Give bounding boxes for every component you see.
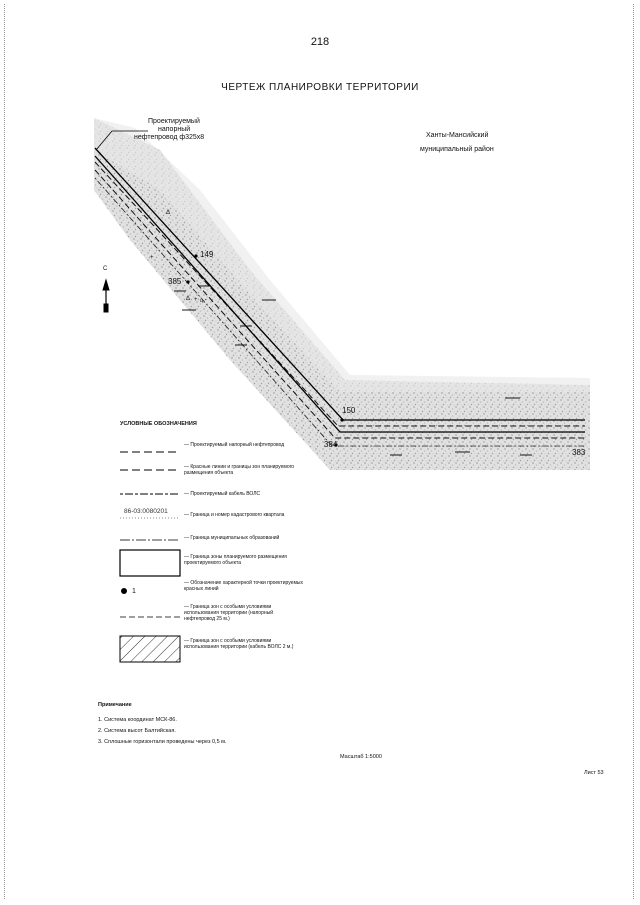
legend-item-pipeline: — Проектируемый напорный нефтепровод <box>184 442 285 448</box>
pipeline-label: Проектируемый напорный нефтепровод ф325х8 <box>134 118 205 141</box>
sheet-label: Лист 53 <box>584 770 604 776</box>
legend-item-municipal: — Граница муниципальных образований <box>184 535 280 541</box>
scatter-glyph: + <box>194 297 198 303</box>
note-item: 3. Сплошные горизонтали проведены через 0,5 м. <box>98 739 227 745</box>
legend-cadastral-code: 86-03:0080201 <box>124 508 168 515</box>
point-149 <box>194 254 197 257</box>
notes-title: Примечание <box>98 702 132 708</box>
scatter-glyph: Δ <box>166 210 171 216</box>
scatter-glyph: - <box>205 297 207 303</box>
notes-block <box>98 700 226 748</box>
legend-item-security-vols: — Граница зон с особыми условиями использования территории (кабель ВОЛС 2 м.) <box>184 638 294 650</box>
legend-item-security-pipeline: — Граница зон с особыми условиями использования территории (напорный нефтепровод 25 м.) <box>184 604 274 622</box>
note-item: 2. Система высот Балтийская. <box>98 728 176 734</box>
legend-point-label: 1 <box>132 588 136 595</box>
scatter-glyph: ц <box>200 298 203 304</box>
point-label-385: 385 <box>168 277 182 286</box>
point-label-383: 383 <box>572 448 586 457</box>
north-arrow <box>103 280 109 312</box>
point-385 <box>186 280 189 283</box>
scatter-glyph: + <box>150 255 154 261</box>
scale-label: Масштаб 1:5000 <box>340 754 382 760</box>
point-150 <box>340 418 343 421</box>
legend-point-marker <box>121 588 127 594</box>
drawing-title: ЧЕРТЕЖ ПЛАНИРОВКИ ТЕРРИТОРИИ <box>221 82 419 93</box>
legend-item-point: — Обозначение характерной точки проектируемых красных линий <box>184 580 303 592</box>
legend-hatched-box <box>120 636 180 662</box>
legend-item-zone: — Граница зоны планируемого размещения проектируемого объекта <box>184 554 287 566</box>
legend-item-red-lines: — Красные линии и границы зон планируемого размещения объекта <box>184 464 295 476</box>
scatter-glyph: Δ <box>186 296 191 302</box>
region-label: Ханты-Мансийский муниципальный район <box>420 132 494 153</box>
point-label-384: 384 <box>324 440 338 449</box>
legend-item-vols: — Проектируемый кабель ВОЛС <box>184 491 261 497</box>
north-letter: С <box>103 266 108 272</box>
legend-item-cadastral: — Граница и номер кадастрового квартала <box>184 512 285 518</box>
point-label-149: 149 <box>200 250 214 259</box>
point-label-150: 150 <box>342 406 356 415</box>
legend-zone-box <box>120 550 180 576</box>
legend-title: УСЛОВНЫЕ ОБОЗНАЧЕНИЯ <box>120 421 197 427</box>
note-item: 1. Система координат МСК-86. <box>98 717 177 723</box>
page-number: 218 <box>310 36 330 48</box>
